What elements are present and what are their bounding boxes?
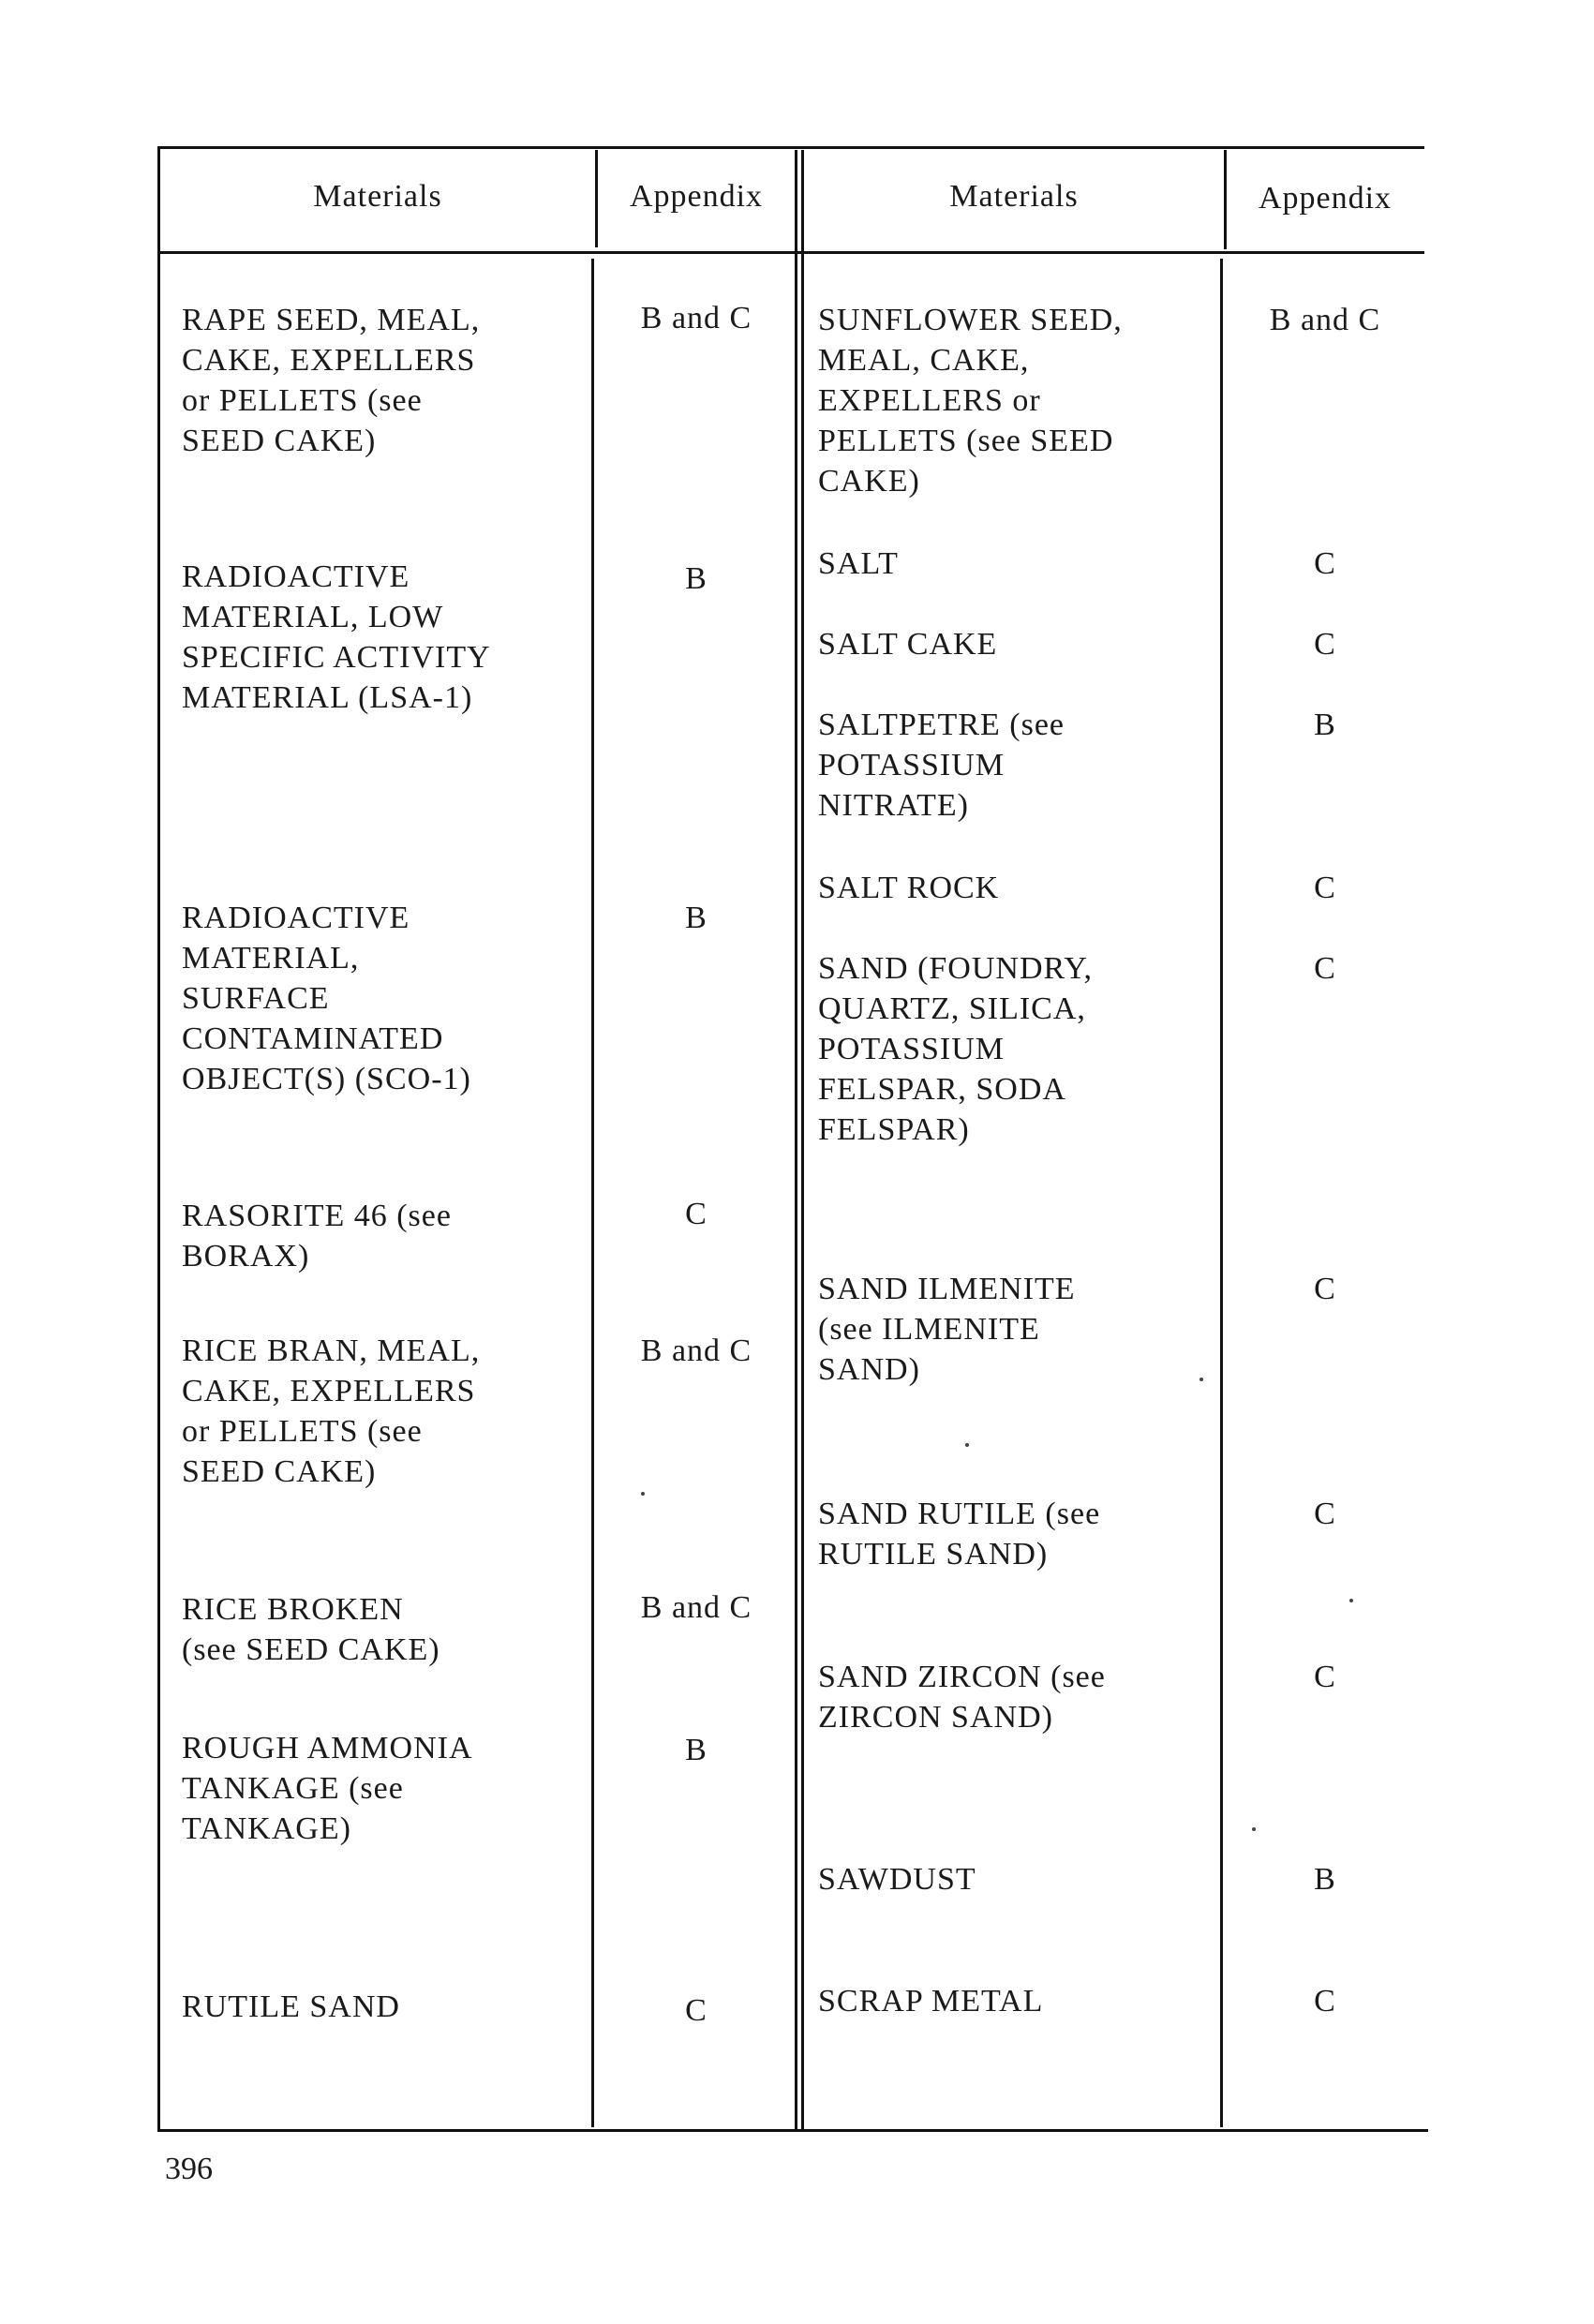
page-number: 396: [165, 2152, 213, 2186]
header-materials-right: Materials: [949, 179, 1079, 214]
right-appendix-value: B: [1314, 1862, 1336, 1897]
right-material-entry: SALT ROCK: [818, 871, 1000, 905]
right-material-entry: SAND RUTILE (see RUTILE SAND): [818, 1497, 1101, 1572]
left-appendix-value: B: [685, 1733, 708, 1767]
center-double-rule-b: [801, 150, 804, 2129]
left-material-entry: RADIOACTIVE MATERIAL, SURFACE CONTAMINATED OBJECT(S) (SCO-1): [182, 901, 471, 1096]
right-appendix-value: C: [1314, 951, 1336, 986]
scan-speck: [641, 1492, 645, 1496]
scan-speck: [1252, 1827, 1256, 1831]
left-appendix-value: B and C: [640, 1590, 752, 1625]
right-material-entry: SALT: [818, 546, 899, 581]
right-material-entry: SALTPETRE (see POTASSIUM NITRATE): [818, 708, 1065, 823]
right-appendix-value: C: [1314, 1660, 1336, 1694]
right-material-entry: SCRAP METAL: [818, 1984, 1044, 2019]
right-appendix-value: C: [1314, 1497, 1336, 1531]
left-material-entry: RUTILE SAND: [182, 1989, 400, 2024]
scan-speck: [1199, 1378, 1203, 1381]
right-material-entry: SAWDUST: [818, 1862, 976, 1897]
left-appendix-value: C: [685, 1993, 708, 2028]
right-material-entry: SAND (FOUNDRY, QUARTZ, SILICA, POTASSIUM FELSPAR, SODA FELSPAR): [818, 951, 1093, 1147]
right-material-entry: SAND ILMENITE (see ILMENITE SAND): [818, 1272, 1076, 1387]
left-appendix-value: B and C: [640, 1333, 752, 1368]
scan-speck: [965, 1443, 969, 1447]
left-material-entry: RADIOACTIVE MATERIAL, LOW SPECIFIC ACTIVITY MATERIAL (LSA-1): [182, 559, 491, 715]
right-appendix-value: B: [1314, 708, 1336, 742]
right-appendix-value: C: [1314, 1984, 1336, 2019]
left-appendix-value: B: [685, 901, 708, 935]
left-appendix-value: C: [685, 1197, 708, 1231]
left-material-entry: ROUGH AMMONIA TANKAGE (see TANKAGE): [182, 1731, 473, 1846]
left-appendix-value: B and C: [640, 301, 752, 335]
right-material-entry: SALT CAKE: [818, 627, 998, 662]
right-appendix-value: C: [1314, 871, 1336, 905]
left-material-entry: RICE BRAN, MEAL, CAKE, EXPELLERS or PELLETS (see SEED CAKE): [182, 1333, 481, 1489]
header-bottom-rule: [157, 251, 1424, 254]
right-appendix-value: C: [1314, 1272, 1336, 1306]
table-bottom-rule: [157, 2129, 1428, 2132]
table-left-rule: [157, 148, 160, 2131]
left-material-entry: RASORITE 46 (see BORAX): [182, 1199, 452, 1274]
right-column-divider: [1220, 259, 1223, 2127]
left-material-entry: RICE BROKEN (see SEED CAKE): [182, 1592, 440, 1667]
header-appendix-right: Appendix: [1258, 181, 1393, 216]
right-appendix-value: B and C: [1269, 303, 1381, 337]
header-materials-left: Materials: [313, 179, 442, 214]
table-top-rule: [157, 146, 1424, 149]
center-double-rule-a: [795, 150, 797, 2129]
right-appendix-value: C: [1314, 627, 1336, 662]
left-appendix-value: B: [685, 561, 708, 596]
header-appendix-left: Appendix: [629, 179, 764, 214]
right-appendix-value: C: [1314, 546, 1336, 581]
scan-speck: [1349, 1599, 1353, 1602]
right-material-entry: SUNFLOWER SEED, MEAL, CAKE, EXPELLERS or PELLETS (see SEED CAKE): [818, 303, 1123, 499]
left-material-entry: RAPE SEED, MEAL, CAKE, EXPELLERS or PELLETS (see SEED CAKE): [182, 303, 481, 458]
right-material-entry: SAND ZIRCON (see ZIRCON SAND): [818, 1660, 1106, 1735]
